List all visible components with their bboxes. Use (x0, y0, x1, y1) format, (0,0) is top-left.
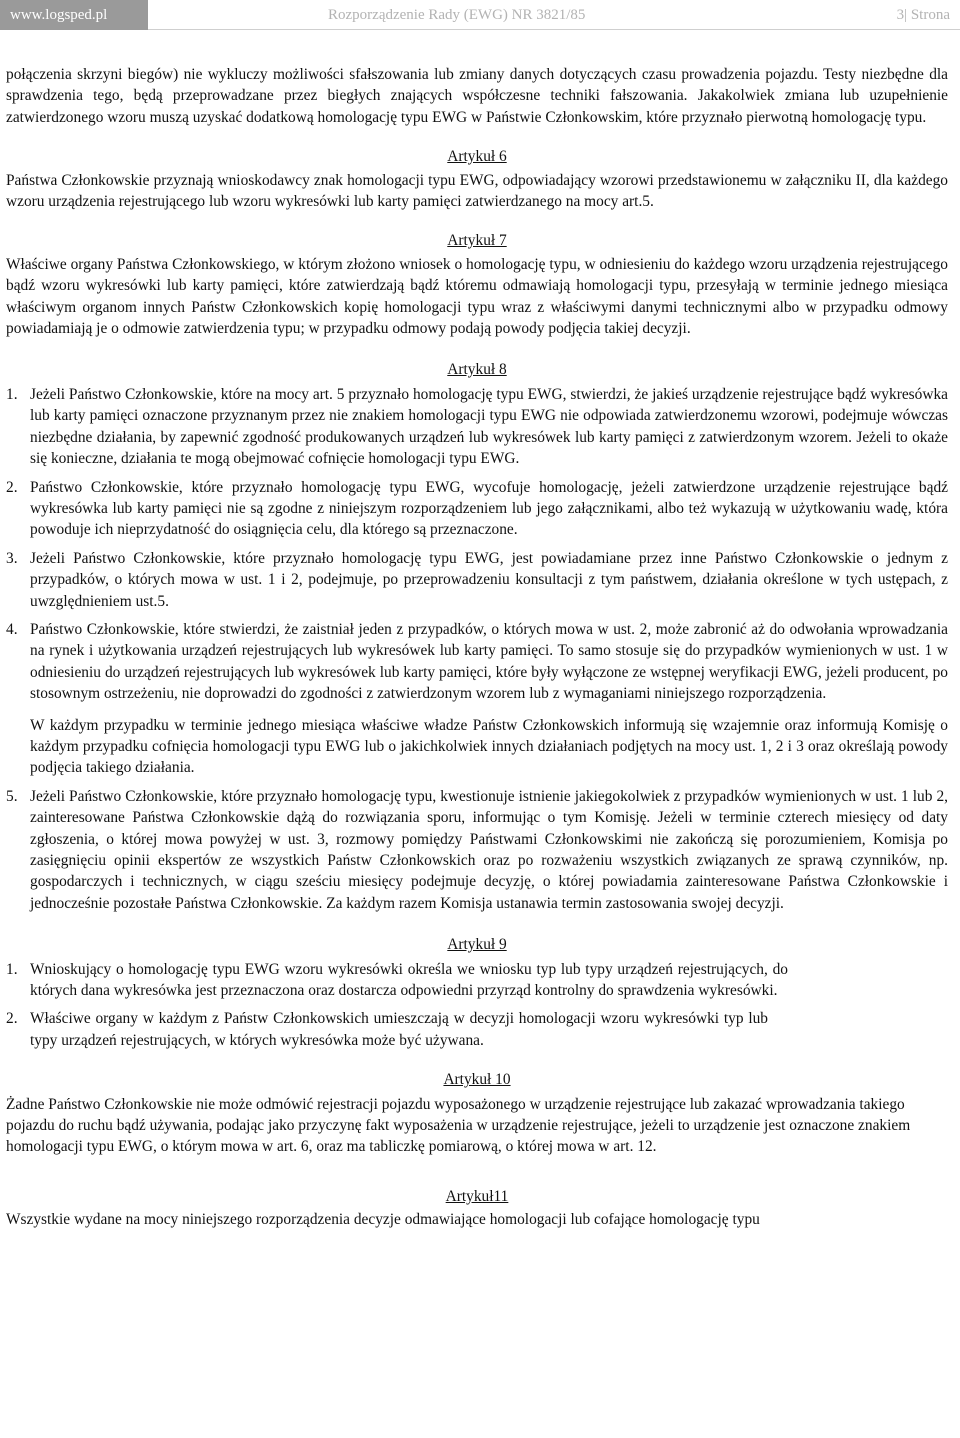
item-number: 4. (6, 620, 18, 638)
item-text: Państwo Członkowskie, które przyznało homologację typu EWG, wycofuje homologację, jeżeli zatwierdzone urządzenie rejestrujące bądź wykresówka lub karty pamięci nie są zgodne z niniejszym rozporządzeniem lub jego załącznikami, albo też wykazują w użytkowaniu wadę, która powoduje ich nieprzydatność do osiągnięcia celu, dla którego są przeznaczone. (30, 478, 948, 539)
item-number: 5. (6, 787, 18, 805)
item-text: Jeżeli Państwo Członkowskie, które na mocy art. 5 przyznało homologację typu EWG, stwierdzi, że jakieś urządzenie rejestrujące bądź wykresówka lub karty pamięci oznaczone przyznanym przez nie znakiem homologacji typu EWG nie odpowiada zatwierdzonemu wzorowi, podejmuje wówczas niezbędne działania, by zapewnić zgodność produkowanych urządzeń lub wykresówek lub karty pamięci z zatwierdzonym wzorem. Jeżeli to okaże się konieczne, działania te mogą obejmować cofnięcie homologacji typu EWG. (30, 385, 948, 468)
article-11-heading: Artykuł11 (445, 1187, 509, 1205)
item-text: Jeżeli Państwo Członkowskie, które przyznało homologację typu, kwestionuje istnienie jakiegokolwiek z przypadków wymienionych w ust. 1 lub 2, zainteresowane Państwa Członkowskie dążą do rozwiązania sporu, informując o tym Komisję. Jeżeli w terminie czterech miesięcy od daty zgłoszenia, o której mowa powyżej w ust. 3, rozmowy pomiędzy Państwami Członkowskimi nie zakończą się porozumieniem, Komisja po zasięgnięciu opinii ekspertów ze wszystkich Państw Członkowskich oraz po rozważeniu wszystkich związanych ze sprawą czynników, np. gospodarczych i technicznych, w ciągu sześciu miesięcy podejmuje decyzję, o której powiadamia zainteresowane Państwa Członkowskie i jednocześnie pozostałe Państwa Członkowskie. Za każdym razem Komisja ustanawia termin zastosowania swojej decyzji. (30, 787, 948, 912)
article-8-heading: Artykuł 8 (447, 361, 507, 379)
article-6-text: Państwa Członkowskie przyznają wnioskodawcy znak homologacji typu EWG, odpowiadający wzorowi przedstawionemu w załączniku II, dla każdego wzoru urządzenia rejestrującego lub wzoru wykresówki lub karty pamięci zatwierdzanego na mocy art.5. (6, 171, 948, 211)
site-link[interactable]: www.logsped.pl (0, 0, 148, 30)
article-11-text: Wszystkie wydane na mocy niniejszego rozporządzenia decyzje odmawiające homologacji lub cofające homologację typu (6, 1211, 760, 1229)
article-8-item-2 (6, 477, 948, 541)
article-10-text: Żadne Państwo Członkowskie nie może odmówić rejestracji pojazdu wyposażonego w urządzenie rejestrujące lub zakazać wprowadzania takiego pojazdu do ruchu bądź używania, podając jako przyczynę fakt wyposażenia w urządzenie rejestrujące, jeżeli to urządzenie jest oznaczone znakiem homologacji typu EWG, o którym mowa w art. 6, oraz ma tabliczkę pomiarową, o której mowa w art. 12. (6, 1095, 911, 1156)
document-body (6, 64, 948, 1231)
document-title: Rozporządzenie Rady (EWG) NR 3821/85 (148, 0, 780, 30)
article-9-heading: Artykuł 9 (447, 936, 507, 954)
item-text: Państwo Członkowskie, które stwierdzi, że zaistniał jeden z przypadków, o których mowa w ust. 2, może zabronić aż do odwołania wprowadzania na rynek i użytkowania urządzeń rejestrujących lub wykresówek lub karty pamięci. To samo stosuje się do przypadków wymienionych w ust. 1 w odniesieniu do urządzeń rejestrujących lub wykresówek lub karty pamięci, które były wyłączone ze wstępnej weryfikacji EWG, jeżeli producent, po stosownym ostrzeżeniu, nie doprowadzi do zgodności z zatwierdzonym wzorem lub z wymaganiami niniejszego rozporządzenia. (30, 620, 948, 703)
item-text: Wnioskujący o homologację typu EWG wzoru wykresówki określa we wniosku typ lub typy urządzeń rejestrujących, do których dana wykresówka jest przeznaczona oraz dostarcza odpowiedni przyrząd kontrolny do sprawdzenia wykresówki. (30, 960, 788, 1000)
item-text: Właściwe organy w każdym z Państw Członkowskich umieszczają w decyzji homologacji wzoru wykresówki typ lub typy urządzeń rejestrujących, w których wykresówka może być używana. (30, 1010, 768, 1049)
intro-paragraph: połączenia skrzyni biegów) nie wykluczy możliwości sfałszowania lub zmiany danych dotyczących czasu prowadzenia pojazdu. Testy niezbędne dla sprawdzenia tego, będą przeprowadzane przez biegłych znających współczesne techniki fałszowania. Jakakolwiek zmiana lub uzupełnienie zatwierdzonego wzoru muszą uzyskać dodatkową homologację typu EWG w Państwie Członkowskim, które przyznało pierwotną homologację typu. (6, 66, 948, 126)
article-8-item-3 (6, 548, 948, 612)
article-7-text: Właściwe organy Państwa Członkowskiego, w którym złożono wniosek o homologację typu, w odniesieniu do każdego wzoru urządzenia rejestrującego bądź wzoru wykresówki lub karty pamięci, które zatwierdzają bądź któremu odmawiają homologacji typu, przesyłają w terminie jednego miesiąca właściwym organom innych Państw Członkowskich kopię homologacji typu wraz z właściwymi danymi technicznymi albo w przypadku odmowy powiadamiają je o odmowie zatwierdzenia typu; w przypadku odmowy podają powody podjęcia takiej decyzji. (6, 255, 948, 338)
article-8-item-1 (6, 384, 948, 470)
article-9-item-1 (6, 959, 948, 1002)
item-text: Jeżeli Państwo Członkowskie, które przyznało homologację typu EWG, jest powiadamiane przez inne Państwo Członkowskie o jednym z przypadków, o których mowa w ust. 1 i 2, podejmuje, po przeprowadzeniu konsultacji z tym państwem, działania określone w tych ustępach, z uwzględnieniem ust.5. (30, 549, 948, 610)
article-8-item-4 (6, 619, 948, 705)
item-number: 2. (6, 478, 18, 496)
item-number: 1. (6, 960, 18, 978)
page-header (0, 0, 960, 30)
item-number: 1. (6, 385, 18, 403)
article-8-item-5 (6, 786, 948, 914)
article-10-heading: Artykuł 10 (443, 1071, 511, 1089)
article-9-item-2 (6, 1008, 948, 1051)
page-number: 3| Strona (780, 0, 960, 30)
article-7-heading: Artykuł 7 (447, 232, 507, 250)
item-number: 3. (6, 549, 18, 567)
article-6-heading: Artykuł 6 (447, 148, 507, 166)
article-8-item-4-continuation: W każdym przypadku w terminie jednego miesiąca właściwe władze Państw Członkowskich informują się wzajemnie oraz informują Komisję o każdym przypadku cofnięcia homologacji typu EWG lub o jakichkolwiek innych działaniach podjętych na mocy ust. 1, 2 i 3 oraz określają powody podjęcia takiego działania. (30, 716, 948, 777)
item-number: 2. (6, 1010, 18, 1028)
